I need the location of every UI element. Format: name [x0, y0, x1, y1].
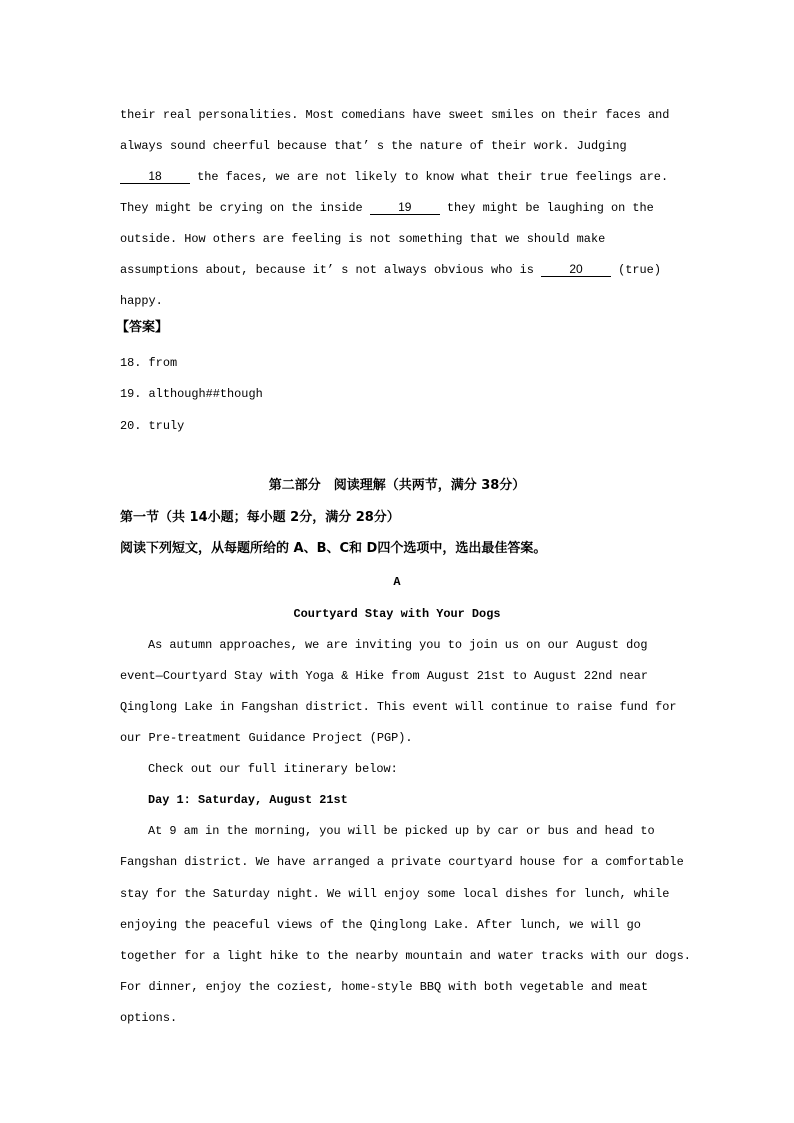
blank-19: 19: [370, 201, 440, 215]
text-line: [120, 200, 654, 216]
blank-18: 18: [120, 170, 190, 184]
text-segment: They might be crying on the inside: [120, 201, 370, 215]
answer-heading: 【答案】: [116, 320, 169, 335]
article-title: Courtyard Stay with Your Dogs: [293, 607, 501, 621]
text-line: Check out our full itinerary below:: [148, 762, 398, 776]
text-line: together for a light hike to the nearby mountain and water tracks with our dogs.: [120, 949, 691, 963]
text-segment: the faces, we are not likely to know what their true feelings are.: [190, 170, 669, 184]
text-line: [120, 262, 661, 278]
day1-heading: Day 1: Saturday, August 21st: [148, 793, 348, 807]
text-line: outside. How others are feeling is not something that we should make: [120, 232, 606, 246]
blank-20: 20: [541, 263, 611, 277]
text-line: For dinner, enjoy the coziest, home-style BBQ with both vegetable and meat: [120, 980, 649, 994]
part-title: 第二部分 阅读理解（共两节，满分 38分）: [268, 478, 526, 493]
answer-item: 18. from: [120, 356, 178, 370]
text-line: As autumn approaches, we are inviting you to join us on our August dog: [148, 638, 648, 652]
text-line: options.: [120, 1011, 178, 1025]
text-segment: assumptions about, because it’ s not always obvious who is: [120, 263, 541, 277]
sub-title: 第一节（共 14小题；每小题 2分，满分 28分）: [120, 510, 400, 525]
text-line: Fangshan district. We have arranged a private courtyard house for a comfortable: [120, 855, 684, 869]
answer-item: 19. although##though: [120, 387, 263, 401]
text-line: At 9 am in the morning, you will be picked up by car or bus and head to: [148, 824, 655, 838]
text-line: event—Courtyard Stay with Yoga & Hike from August 21st to August 22nd near: [120, 669, 649, 683]
text-line: our Pre-treatment Guidance Project (PGP).: [120, 731, 413, 745]
text-line: stay for the Saturday night. We will enjoy some local dishes for lunch, while: [120, 887, 670, 901]
instructions: 阅读下列短文，从每题所给的 A、B、C和 D四个选项中，选出最佳答案。: [120, 541, 547, 556]
text-line: Qinglong Lake in Fangshan district. This event will continue to raise fund for: [120, 700, 677, 714]
article-letter: A: [393, 575, 401, 589]
text-segment: (true): [611, 263, 661, 277]
text-line: [120, 169, 668, 185]
text-line: enjoying the peaceful views of the Qinglong Lake. After lunch, we will go: [120, 918, 641, 932]
text-line: always sound cheerful because that’ s the nature of their work. Judging: [120, 139, 627, 153]
answer-item: 20. truly: [120, 419, 185, 433]
text-line: their real personalities. Most comedians have sweet smiles on their faces and: [120, 108, 670, 122]
text-segment: they might be laughing on the: [439, 201, 654, 215]
text-line: happy.: [120, 294, 163, 308]
